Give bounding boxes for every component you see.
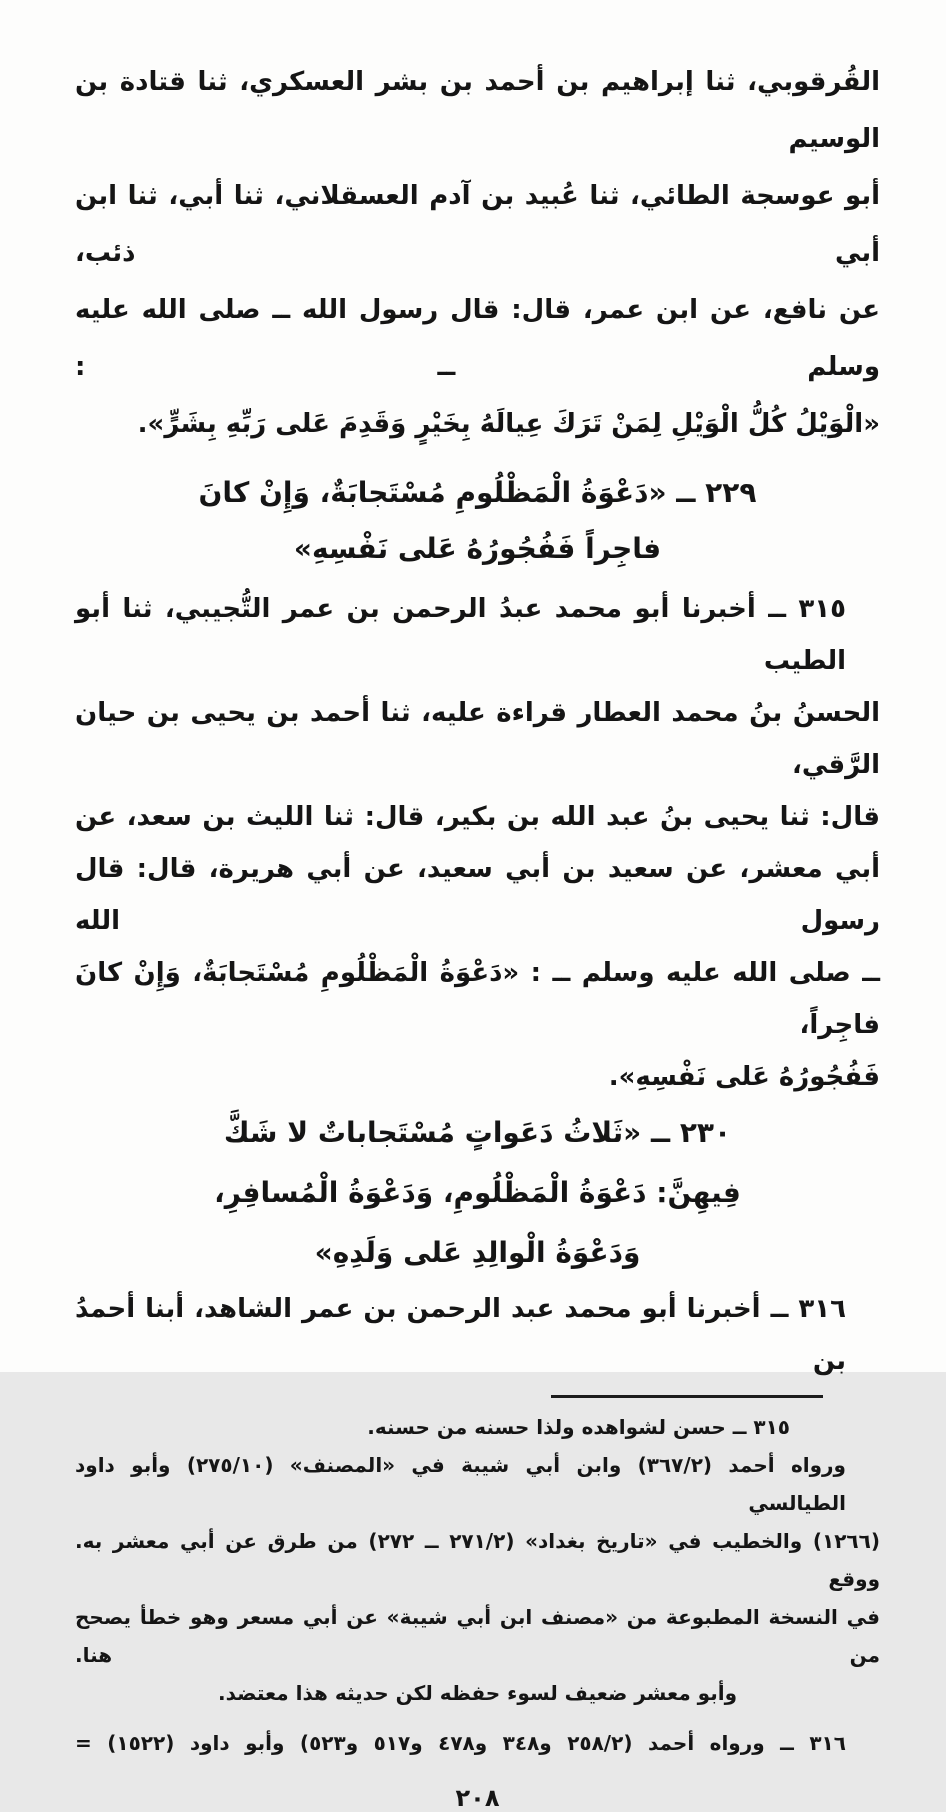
footnote-line: ورواه أحمد (٣٦٧/٢) وابن أبي شيبة في «المصنف» (٢٧٥/١٠) وأبو داود الطيالسي <box>75 1453 846 1515</box>
isnad-line: عن نافع، عن ابن عمر، قال: قال رسول الله ــ صلى الله عليه وسلم ــ : <box>75 295 880 382</box>
text-block <box>75 54 880 1812</box>
footnote-line: ٣١٥ ــ حسن لشواهده ولذا حسنه من حسنه. <box>367 1415 790 1439</box>
footnote-line: (١٢٦٦) والخطيب في «تاريخ بغداد» (٢٧١/٢ ــ ٢٧٢) من طرق عن أبي معشر به. ووقع <box>75 1529 880 1591</box>
narration-316-paragraph <box>75 1283 880 1387</box>
heading-line: ٢٣٠ ــ «ثَلاثُ دَعَواتٍ مُسْتَجاباتٌ لا شَكَّ <box>223 1116 732 1149</box>
isnad-line: أبو عوسجة الطائي، ثنا عُبيد بن آدم العسقلاني، ثنا أبي، ثنا ابن أبي ذئب، <box>75 181 880 268</box>
hadith-230-heading <box>75 1103 880 1283</box>
narration-line: أبي معشر، عن سعيد بن أبي سعيد، عن أبي هريرة، قال: قال رسول الله <box>75 854 880 936</box>
heading-line: فِيهِنَّ: دَعْوَةُ الْمَظْلُومِ، وَدَعْوَةُ الْمُسافِرِ، <box>214 1176 741 1209</box>
narration-315-paragraph <box>75 583 880 1103</box>
heading-line: ٢٢٩ ــ «دَعْوَةُ الْمَظْلُومِ مُسْتَجابَةٌ، وَإِنْ كانَ <box>198 476 757 509</box>
heading-line: وَدَعْوَةُ الْوالِدِ عَلى وَلَدِهِ» <box>314 1236 641 1269</box>
hadith-229-heading <box>75 465 880 577</box>
narration-line: فَفُجُورُهُ عَلى نَفْسِهِ». <box>608 1062 880 1092</box>
narration-line: الحسنُ بنُ محمد العطار قراءة عليه، ثنا أحمد بن يحيى بن حيان الرَّقي، <box>75 698 880 780</box>
hadith-quote-line: «الْوَيْلُ كُلُّ الْوَيْلِ لِمَنْ تَرَكَ عِيالَهُ بِخَيْرٍ وَقَدِمَ عَلى رَبِّهِ بِشَرٍّ». <box>137 409 880 439</box>
isnad-continuation-paragraph <box>75 54 880 453</box>
narration-line: ٣١٦ ــ أخبرنا أبو محمد عبد الرحمن بن عمر الشاهد، أبنا أحمدُ بن <box>75 1294 846 1376</box>
page-number: ٢٠٨ <box>455 1784 500 1812</box>
narration-line: ٣١٥ ــ أخبرنا أبو محمد عبدُ الرحمن بن عمر التُّجيبي، ثنا أبو الطيب <box>75 594 846 676</box>
footnote-315 <box>75 1408 880 1712</box>
narration-line: قال: ثنا يحيى بنُ عبد الله بن بكير، قال: ثنا الليث بن سعد، عن <box>75 802 880 832</box>
footnote-line: في النسخة المطبوعة من «مصنف ابن أبي شيبة» عن أبي مسعر وهو خطأ يصحح من هنا. <box>75 1605 880 1667</box>
footnote-separator-rule <box>551 1395 823 1398</box>
footnote-316 <box>75 1724 880 1762</box>
footnotes-section <box>75 1408 880 1762</box>
footnote-line: ٣١٦ ــ ورواه أحمد (٢٥٨/٢ و٣٤٨ و٤٧٨ و٥١٧ و٥٢٣) وأبو داود (١٥٢٢) = <box>75 1731 846 1755</box>
heading-line: فاجِراً فَفُجُورُهُ عَلى نَفْسِهِ» <box>293 532 662 565</box>
footnote-line: وأبو معشر ضعيف لسوء حفظه لكن حديثه هذا معتضد. <box>217 1681 738 1705</box>
isnad-line: القُرقوبي، ثنا إبراهيم بن أحمد بن بشر العسكري، ثنا قتادة بن الوسيم <box>75 67 880 154</box>
narration-line: ــ صلى الله عليه وسلم ــ : «دَعْوَةُ الْمَظْلُومِ مُسْتَجابَةٌ، وَإِنْ كانَ فاجِراً، <box>75 958 880 1040</box>
